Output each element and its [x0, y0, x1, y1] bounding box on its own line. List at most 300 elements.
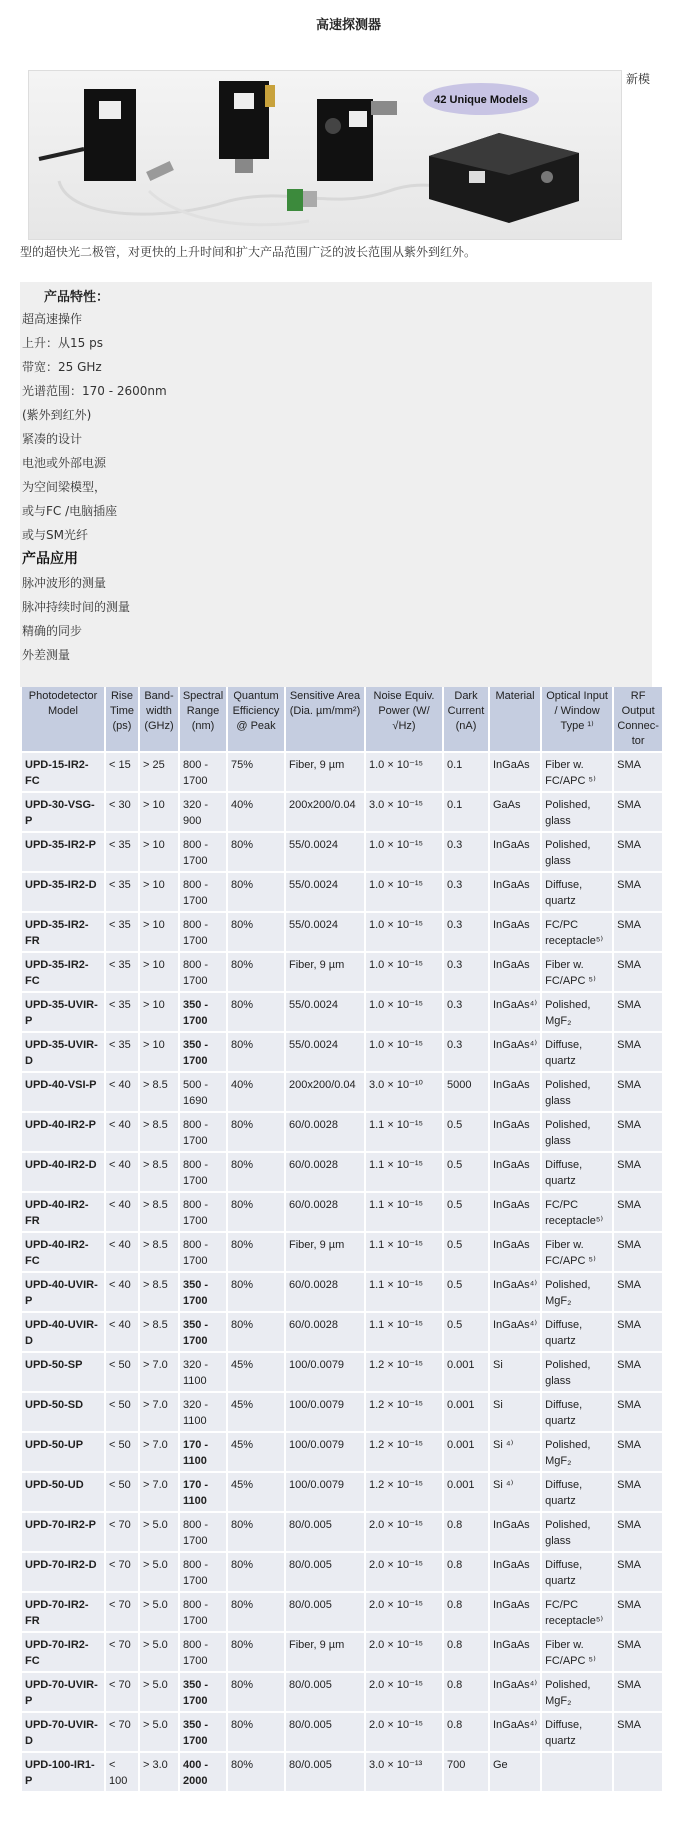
sensitive-area-cell: 200x200/0.04	[286, 793, 364, 831]
spectral-range-cell: 800 - 1700	[180, 1233, 226, 1271]
application-item: 精确的同步	[22, 624, 83, 638]
model-cell: UPD-35-UVIR-P	[22, 993, 104, 1031]
quantum-efficiency-cell: 80%	[228, 1753, 284, 1791]
sensitive-area-cell: 80/0.005	[286, 1713, 364, 1751]
material-cell: InGaAs⁴⁾	[490, 1673, 540, 1711]
sensitive-area-cell: Fiber, 9 µm	[286, 953, 364, 991]
table-row	[22, 1193, 662, 1231]
table-row	[22, 1513, 662, 1551]
dark-current-cell: 0.3	[444, 953, 488, 991]
material-cell: InGaAs	[490, 1113, 540, 1151]
optical-input-cell: Polished, glass	[542, 793, 612, 831]
bandwidth-cell: > 25	[140, 753, 178, 791]
material-cell: InGaAs⁴⁾	[490, 1313, 540, 1351]
material-cell: InGaAs	[490, 913, 540, 951]
nep-cell: 2.0 × 10⁻¹⁵	[366, 1713, 442, 1751]
sensitive-area-cell: Fiber, 9 µm	[286, 1233, 364, 1271]
material-cell: InGaAs	[490, 1513, 540, 1551]
rise-time-cell: < 35	[106, 873, 138, 911]
rf-connector-cell: SMA	[614, 1233, 662, 1271]
bandwidth-cell: > 8.5	[140, 1193, 178, 1231]
table-row	[22, 1273, 662, 1311]
bandwidth-cell: > 10	[140, 953, 178, 991]
dark-current-cell: 0.5	[444, 1193, 488, 1231]
rise-time-cell: < 50	[106, 1473, 138, 1511]
rf-connector-cell: SMA	[614, 793, 662, 831]
bandwidth-cell: > 10	[140, 1033, 178, 1071]
model-cell: UPD-50-UD	[22, 1473, 104, 1511]
rf-connector-cell: SMA	[614, 1553, 662, 1591]
rise-time-cell: < 70	[106, 1553, 138, 1591]
feature-item: (紫外到红外)	[22, 408, 92, 422]
spectral-range-cell: 170 - 1100	[180, 1473, 226, 1511]
features-title: 产品特性：	[44, 290, 110, 305]
rf-connector-cell: SMA	[614, 833, 662, 871]
optical-input-cell: Diffuse, quartz	[542, 1713, 612, 1751]
column-header: RF Output Connec-tor	[614, 687, 662, 751]
table-row	[22, 993, 662, 1031]
column-header: Band-width (GHz)	[140, 687, 178, 751]
spectral-range-cell: 350 - 1700	[180, 1033, 226, 1071]
nep-cell: 3.0 × 10⁻¹⁵	[366, 793, 442, 831]
spectral-range-cell: 350 - 1700	[180, 1713, 226, 1751]
dark-current-cell: 0.3	[444, 1033, 488, 1071]
rise-time-cell: < 40	[106, 1233, 138, 1271]
bandwidth-cell: > 5.0	[140, 1633, 178, 1671]
application-item: 脉冲持续时间的测量	[22, 600, 131, 614]
rise-time-cell: < 40	[106, 1113, 138, 1151]
feature-item: 带宽：25 GHz	[22, 360, 102, 374]
quantum-efficiency-cell: 40%	[228, 793, 284, 831]
spectral-range-cell: 350 - 1700	[180, 1313, 226, 1351]
quantum-efficiency-cell: 80%	[228, 1673, 284, 1711]
sensitive-area-cell: 55/0.0024	[286, 913, 364, 951]
bandwidth-cell: > 8.5	[140, 1273, 178, 1311]
column-header: Spectral Range (nm)	[180, 687, 226, 751]
optical-input-cell: Diffuse, quartz	[542, 1393, 612, 1431]
quantum-efficiency-cell: 80%	[228, 953, 284, 991]
table-row	[22, 1433, 662, 1471]
table-row	[22, 1713, 662, 1751]
table-row	[22, 1633, 662, 1671]
dark-current-cell: 0.5	[444, 1233, 488, 1271]
sensitive-area-cell: 60/0.0028	[286, 1153, 364, 1191]
sensitive-area-cell: 55/0.0024	[286, 1033, 364, 1071]
model-cell: UPD-50-SD	[22, 1393, 104, 1431]
optical-input-cell: Polished, MgF₂	[542, 1673, 612, 1711]
rf-connector-cell: SMA	[614, 1633, 662, 1671]
column-header: Rise Time (ps)	[106, 687, 138, 751]
bandwidth-cell: > 8.5	[140, 1073, 178, 1111]
sensitive-area-cell: 60/0.0028	[286, 1193, 364, 1231]
feature-item: 紧凑的设计	[22, 432, 83, 446]
dark-current-cell: 5000	[444, 1073, 488, 1111]
rf-connector-cell: SMA	[614, 1593, 662, 1631]
model-cell: UPD-40-VSI-P	[22, 1073, 104, 1111]
table-row	[22, 953, 662, 991]
dark-current-cell: 0.8	[444, 1513, 488, 1551]
model-cell: UPD-35-UVIR-D	[22, 1033, 104, 1071]
spectral-range-cell: 800 - 1700	[180, 753, 226, 791]
bandwidth-cell: > 10	[140, 793, 178, 831]
material-cell: InGaAs	[490, 1153, 540, 1191]
detectors-illustration	[29, 71, 621, 239]
nep-cell: 1.1 × 10⁻¹⁵	[366, 1193, 442, 1231]
rf-connector-cell: SMA	[614, 913, 662, 951]
rise-time-cell: < 35	[106, 913, 138, 951]
model-cell: UPD-15-IR2-FC	[22, 753, 104, 791]
quantum-efficiency-cell: 80%	[228, 1593, 284, 1631]
sensitive-area-cell: 100/0.0079	[286, 1473, 364, 1511]
rf-connector-cell	[614, 1753, 662, 1791]
spectral-range-cell: 170 - 1100	[180, 1433, 226, 1471]
optical-input-cell: Diffuse, quartz	[542, 1153, 612, 1191]
table-row	[22, 1153, 662, 1191]
column-header: Quantum Efficiency @ Peak	[228, 687, 284, 751]
spectral-range-cell: 320 - 1100	[180, 1393, 226, 1431]
nep-cell: 1.1 × 10⁻¹⁵	[366, 1113, 442, 1151]
rf-connector-cell: SMA	[614, 993, 662, 1031]
model-cell: UPD-70-IR2-P	[22, 1513, 104, 1551]
nep-cell: 2.0 × 10⁻¹⁵	[366, 1633, 442, 1671]
intro-text: 型的超快光二极管，对更快的上升时间和扩大产品范围广泛的波长范围从紫外到红外。	[20, 245, 477, 259]
table-row	[22, 1033, 662, 1071]
optical-input-cell: Diffuse, quartz	[542, 1473, 612, 1511]
optical-input-cell	[542, 1753, 612, 1791]
model-cell: UPD-70-IR2-D	[22, 1553, 104, 1591]
dark-current-cell: 0.3	[444, 993, 488, 1031]
dark-current-cell: 0.5	[444, 1273, 488, 1311]
nep-cell: 1.0 × 10⁻¹⁵	[366, 833, 442, 871]
sensitive-area-cell: 80/0.005	[286, 1673, 364, 1711]
rise-time-cell: < 50	[106, 1393, 138, 1431]
nep-cell: 1.1 × 10⁻¹⁵	[366, 1313, 442, 1351]
rf-connector-cell: SMA	[614, 1513, 662, 1551]
quantum-efficiency-cell: 45%	[228, 1393, 284, 1431]
rf-connector-cell: SMA	[614, 1473, 662, 1511]
quantum-efficiency-cell: 80%	[228, 993, 284, 1031]
model-cell: UPD-50-UP	[22, 1433, 104, 1471]
table-row	[22, 1553, 662, 1591]
material-cell: InGaAs	[490, 1073, 540, 1111]
material-cell: InGaAs	[490, 1593, 540, 1631]
model-cell: UPD-50-SP	[22, 1353, 104, 1391]
column-header: Noise Equiv. Power (W/ √Hz)	[366, 687, 442, 751]
table-row	[22, 1393, 662, 1431]
table-row	[22, 913, 662, 951]
sensitive-area-cell: 100/0.0079	[286, 1393, 364, 1431]
optical-input-cell: Polished, MgF₂	[542, 1273, 612, 1311]
bandwidth-cell: > 8.5	[140, 1113, 178, 1151]
dark-current-cell: 0.001	[444, 1353, 488, 1391]
nep-cell: 1.1 × 10⁻¹⁵	[366, 1153, 442, 1191]
bandwidth-cell: > 5.0	[140, 1673, 178, 1711]
dark-current-cell: 0.8	[444, 1553, 488, 1591]
sensitive-area-cell: 80/0.005	[286, 1553, 364, 1591]
dark-current-cell: 0.3	[444, 913, 488, 951]
sensitive-area-cell: 80/0.005	[286, 1513, 364, 1551]
material-cell: InGaAs	[490, 1633, 540, 1671]
sensitive-area-cell: Fiber, 9 µm	[286, 753, 364, 791]
feature-item: 或与SM光纤	[22, 528, 88, 542]
dark-current-cell: 0.5	[444, 1313, 488, 1351]
nep-cell: 1.0 × 10⁻¹⁵	[366, 953, 442, 991]
nep-cell: 2.0 × 10⁻¹⁵	[366, 1593, 442, 1631]
bandwidth-cell: > 7.0	[140, 1353, 178, 1391]
sensitive-area-cell: 60/0.0028	[286, 1313, 364, 1351]
material-cell: InGaAs	[490, 753, 540, 791]
optical-input-cell: Diffuse, quartz	[542, 873, 612, 911]
table-row	[22, 1673, 662, 1711]
optical-input-cell: Polished, glass	[542, 833, 612, 871]
rise-time-cell: < 100	[106, 1753, 138, 1791]
spectral-range-cell: 320 - 1100	[180, 1353, 226, 1391]
quantum-efficiency-cell: 80%	[228, 1233, 284, 1271]
dark-current-cell: 0.3	[444, 873, 488, 911]
rise-time-cell: < 40	[106, 1193, 138, 1231]
spectral-range-cell: 800 - 1700	[180, 913, 226, 951]
dark-current-cell: 700	[444, 1753, 488, 1791]
page-title: 高速探测器	[315, 18, 381, 33]
nep-cell: 1.2 × 10⁻¹⁵	[366, 1473, 442, 1511]
model-cell: UPD-40-UVIR-D	[22, 1313, 104, 1351]
quantum-efficiency-cell: 80%	[228, 1513, 284, 1551]
material-cell: InGaAs	[490, 833, 540, 871]
rise-time-cell: < 70	[106, 1593, 138, 1631]
applications-title: 产品应用	[22, 551, 78, 567]
material-cell: InGaAs	[490, 1193, 540, 1231]
nep-cell: 1.1 × 10⁻¹⁵	[366, 1233, 442, 1271]
features-section	[20, 282, 652, 687]
sensitive-area-cell: 55/0.0024	[286, 833, 364, 871]
dark-current-cell: 0.8	[444, 1593, 488, 1631]
bandwidth-cell: > 8.5	[140, 1153, 178, 1191]
bandwidth-cell: > 10	[140, 833, 178, 871]
table-row	[22, 833, 662, 871]
feature-item: 或与FC /电脑插座	[22, 504, 118, 518]
model-cell: UPD-40-IR2-P	[22, 1113, 104, 1151]
sensitive-area-cell: 200x200/0.04	[286, 1073, 364, 1111]
rise-time-cell: < 40	[106, 1153, 138, 1191]
material-cell: InGaAs	[490, 1233, 540, 1271]
table-row	[22, 753, 662, 791]
bandwidth-cell: > 8.5	[140, 1233, 178, 1271]
spectral-range-cell: 800 - 1700	[180, 1113, 226, 1151]
rise-time-cell: < 35	[106, 953, 138, 991]
material-cell: InGaAs⁴⁾	[490, 1033, 540, 1071]
column-header: Dark Current (nA)	[444, 687, 488, 751]
column-header: Optical Input / Window Type ¹⁾	[542, 687, 612, 751]
optical-input-cell: FC/PC receptacle⁵⁾	[542, 1593, 612, 1631]
nep-cell: 1.0 × 10⁻¹⁵	[366, 1033, 442, 1071]
table-row	[22, 1233, 662, 1271]
optical-input-cell: Diffuse, quartz	[542, 1313, 612, 1351]
bandwidth-cell: > 10	[140, 873, 178, 911]
table-row	[22, 1313, 662, 1351]
rise-time-cell: < 50	[106, 1433, 138, 1471]
sensitive-area-cell: Fiber, 9 µm	[286, 1633, 364, 1671]
dark-current-cell: 0.1	[444, 793, 488, 831]
quantum-efficiency-cell: 80%	[228, 1713, 284, 1751]
product-photo	[28, 70, 622, 240]
table-row	[22, 873, 662, 911]
optical-input-cell: Polished, glass	[542, 1113, 612, 1151]
feature-item: 电池或外部电源	[22, 456, 107, 470]
spectral-range-cell: 400 - 2000	[180, 1753, 226, 1791]
optical-input-cell: Polished, MgF₂	[542, 1433, 612, 1471]
bandwidth-cell: > 8.5	[140, 1313, 178, 1351]
table-header-row	[22, 687, 662, 751]
sensitive-area-cell: 55/0.0024	[286, 993, 364, 1031]
material-cell: InGaAs⁴⁾	[490, 1273, 540, 1311]
optical-input-cell: Fiber w. FC/APC ⁵⁾	[542, 1633, 612, 1671]
bandwidth-cell: > 10	[140, 993, 178, 1031]
column-header: Sensitive Area (Dia. µm/mm²)	[286, 687, 364, 751]
spectral-range-cell: 800 - 1700	[180, 1553, 226, 1591]
model-cell: UPD-30-VSG-P	[22, 793, 104, 831]
bandwidth-cell: > 5.0	[140, 1513, 178, 1551]
rise-time-cell: < 40	[106, 1273, 138, 1311]
rf-connector-cell: SMA	[614, 1353, 662, 1391]
quantum-efficiency-cell: 80%	[228, 1553, 284, 1591]
bandwidth-cell: > 7.0	[140, 1473, 178, 1511]
quantum-efficiency-cell: 45%	[228, 1353, 284, 1391]
sensitive-area-cell: 80/0.005	[286, 1593, 364, 1631]
nep-cell: 1.1 × 10⁻¹⁵	[366, 1273, 442, 1311]
dark-current-cell: 0.001	[444, 1473, 488, 1511]
model-cell: UPD-70-UVIR-P	[22, 1673, 104, 1711]
table-row	[22, 1073, 662, 1111]
optical-input-cell: Diffuse, quartz	[542, 1553, 612, 1591]
material-cell: InGaAs	[490, 873, 540, 911]
model-cell: UPD-40-UVIR-P	[22, 1273, 104, 1311]
bandwidth-cell: > 5.0	[140, 1593, 178, 1631]
model-cell: UPD-40-IR2-FR	[22, 1193, 104, 1231]
photodetector-spec-table	[20, 685, 664, 1793]
quantum-efficiency-cell: 45%	[228, 1433, 284, 1471]
quantum-efficiency-cell: 80%	[228, 1273, 284, 1311]
quantum-efficiency-cell: 80%	[228, 913, 284, 951]
nep-cell: 1.2 × 10⁻¹⁵	[366, 1393, 442, 1431]
bandwidth-cell: > 5.0	[140, 1713, 178, 1751]
material-cell: Si ⁴⁾	[490, 1473, 540, 1511]
material-cell: GaAs	[490, 793, 540, 831]
nep-cell: 3.0 × 10⁻¹⁰	[366, 1073, 442, 1111]
rf-connector-cell: SMA	[614, 753, 662, 791]
sensitive-area-cell: 60/0.0028	[286, 1273, 364, 1311]
material-cell: InGaAs⁴⁾	[490, 993, 540, 1031]
spectral-range-cell: 350 - 1700	[180, 1673, 226, 1711]
dark-current-cell: 0.3	[444, 833, 488, 871]
rf-connector-cell: SMA	[614, 953, 662, 991]
quantum-efficiency-cell: 80%	[228, 873, 284, 911]
bandwidth-cell: > 7.0	[140, 1393, 178, 1431]
optical-input-cell: Fiber w. FC/APC ⁵⁾	[542, 1233, 612, 1271]
quantum-efficiency-cell: 45%	[228, 1473, 284, 1511]
rf-connector-cell: SMA	[614, 1073, 662, 1111]
model-cell: UPD-40-IR2-FC	[22, 1233, 104, 1271]
model-cell: UPD-70-IR2-FR	[22, 1593, 104, 1631]
table-row	[22, 1473, 662, 1511]
sensitive-area-cell: 60/0.0028	[286, 1113, 364, 1151]
rise-time-cell: < 35	[106, 833, 138, 871]
optical-input-cell: Fiber w. FC/APC ⁵⁾	[542, 753, 612, 791]
table-row	[22, 1113, 662, 1151]
nep-cell: 2.0 × 10⁻¹⁵	[366, 1673, 442, 1711]
sensitive-area-cell: 100/0.0079	[286, 1433, 364, 1471]
rise-time-cell: < 70	[106, 1673, 138, 1711]
rf-connector-cell: SMA	[614, 1193, 662, 1231]
nep-cell: 1.0 × 10⁻¹⁵	[366, 753, 442, 791]
feature-item: 上升：从15 ps	[22, 336, 103, 350]
spectral-range-cell: 800 - 1700	[180, 873, 226, 911]
feature-item: 光谱范围：170 - 2600nm	[22, 384, 167, 398]
column-header: Material	[490, 687, 540, 751]
model-cell: UPD-35-IR2-FR	[22, 913, 104, 951]
model-cell: UPD-35-IR2-FC	[22, 953, 104, 991]
model-cell: UPD-100-IR1-P	[22, 1753, 104, 1791]
spectral-range-cell: 350 - 1700	[180, 993, 226, 1031]
spectral-range-cell: 800 - 1700	[180, 1633, 226, 1671]
rf-connector-cell: SMA	[614, 1433, 662, 1471]
nep-cell: 1.0 × 10⁻¹⁵	[366, 993, 442, 1031]
dark-current-cell: 0.8	[444, 1633, 488, 1671]
optical-input-cell: FC/PC receptacle⁵⁾	[542, 1193, 612, 1231]
model-cell: UPD-70-UVIR-D	[22, 1713, 104, 1751]
sensitive-area-cell: 55/0.0024	[286, 873, 364, 911]
optical-input-cell: Polished, MgF₂	[542, 993, 612, 1031]
quantum-efficiency-cell: 80%	[228, 1633, 284, 1671]
quantum-efficiency-cell: 40%	[228, 1073, 284, 1111]
rise-time-cell: < 70	[106, 1513, 138, 1551]
dark-current-cell: 0.5	[444, 1113, 488, 1151]
rise-time-cell: < 30	[106, 793, 138, 831]
optical-input-cell: Polished, glass	[542, 1073, 612, 1111]
table-row	[22, 1753, 662, 1791]
spectral-range-cell: 350 - 1700	[180, 1273, 226, 1311]
spectral-range-cell: 320 - 900	[180, 793, 226, 831]
rise-time-cell: < 35	[106, 993, 138, 1031]
rf-connector-cell: SMA	[614, 1393, 662, 1431]
rf-connector-cell: SMA	[614, 1713, 662, 1751]
rise-time-cell: < 50	[106, 1353, 138, 1391]
rf-connector-cell: SMA	[614, 1273, 662, 1311]
quantum-efficiency-cell: 75%	[228, 753, 284, 791]
rise-time-cell: < 40	[106, 1073, 138, 1111]
material-cell: Si	[490, 1393, 540, 1431]
rise-time-cell: < 40	[106, 1313, 138, 1351]
application-item: 脉冲波形的测量	[22, 576, 107, 590]
model-cell: UPD-35-IR2-D	[22, 873, 104, 911]
quantum-efficiency-cell: 80%	[228, 1153, 284, 1191]
nep-cell: 1.0 × 10⁻¹⁵	[366, 873, 442, 911]
material-cell: InGaAs	[490, 1553, 540, 1591]
quantum-efficiency-cell: 80%	[228, 833, 284, 871]
rise-time-cell: < 35	[106, 1033, 138, 1071]
intro-text-start: 新模	[626, 72, 651, 86]
bandwidth-cell: > 5.0	[140, 1553, 178, 1591]
dark-current-cell: 0.8	[444, 1673, 488, 1711]
optical-input-cell: Diffuse, quartz	[542, 1033, 612, 1071]
model-cell: UPD-70-IR2-FC	[22, 1633, 104, 1671]
rf-connector-cell: SMA	[614, 1033, 662, 1071]
rf-connector-cell: SMA	[614, 873, 662, 911]
spectral-range-cell: 500 - 1690	[180, 1073, 226, 1111]
optical-input-cell: Polished, glass	[542, 1353, 612, 1391]
dark-current-cell: 0.5	[444, 1153, 488, 1191]
dark-current-cell: 0.8	[444, 1713, 488, 1751]
table-body	[22, 753, 662, 1791]
